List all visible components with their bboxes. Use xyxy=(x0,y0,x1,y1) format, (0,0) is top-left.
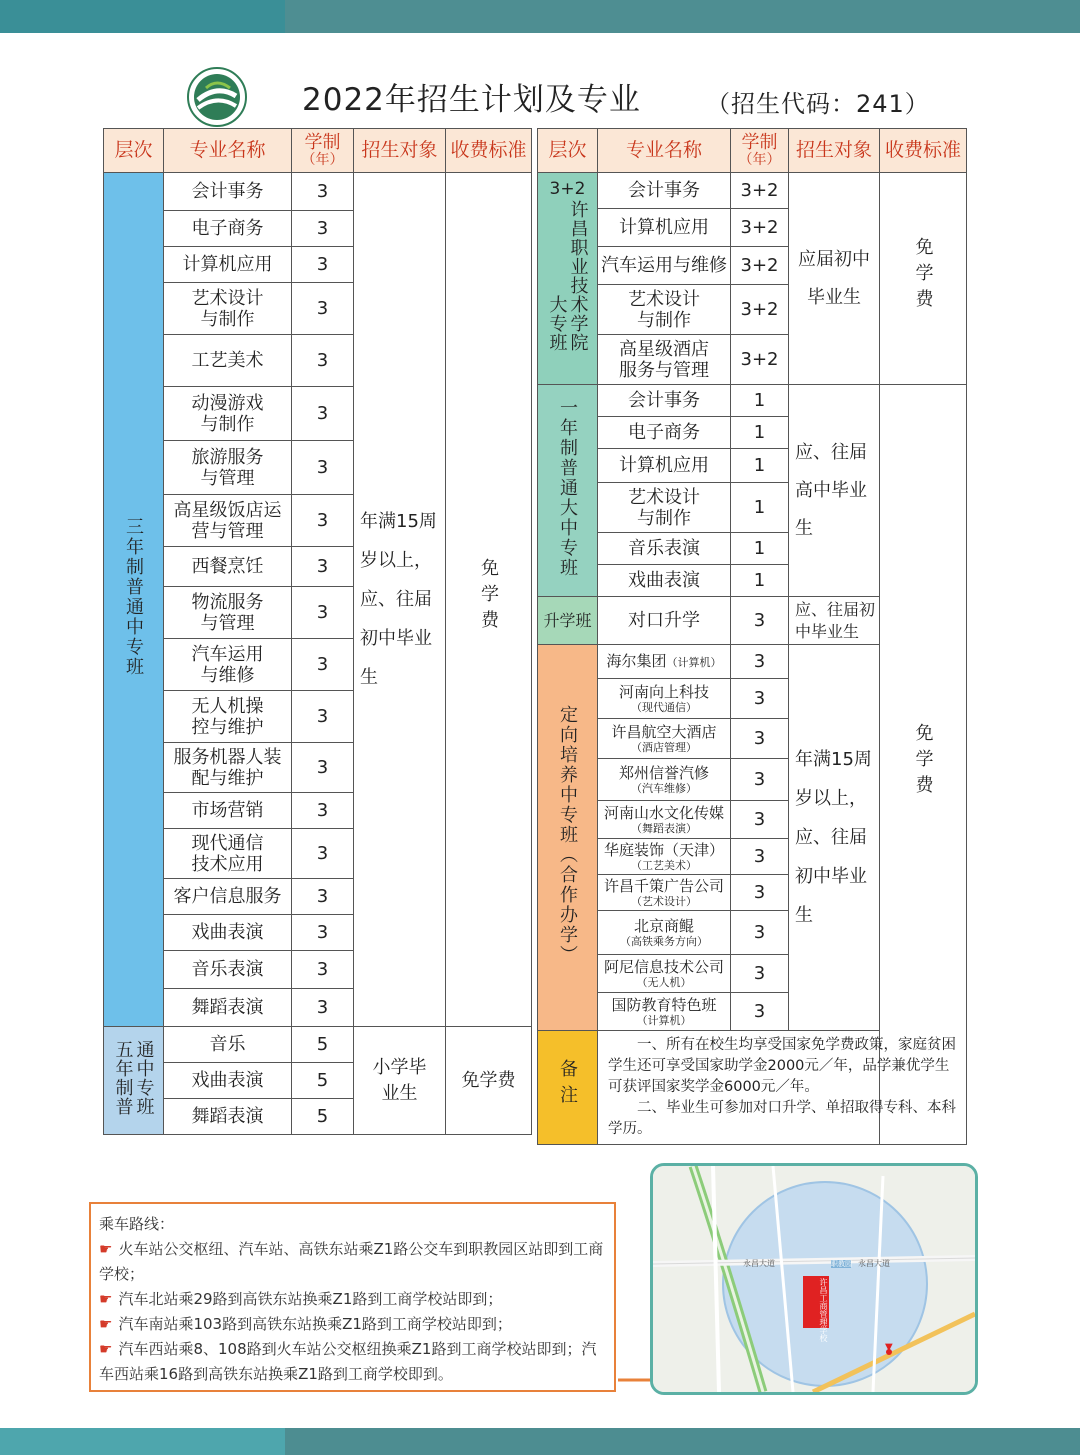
table-cell: 艺术设计与制作 xyxy=(164,283,292,335)
table-cell: 许昌千策广告公司 （艺术设计） xyxy=(598,875,731,911)
table-cell: 会计事务 xyxy=(598,385,731,417)
target-college: 应届初中毕业生 xyxy=(789,173,880,385)
table-cell: 艺术设计与制作 xyxy=(598,285,731,335)
target-five-year: 小学毕业生 xyxy=(354,1027,446,1135)
route-item: ☛ 汽车北站乘29路到高铁东站换乘Z1路到工商学校站即到； xyxy=(99,1290,503,1308)
table-cell: 对口升学 xyxy=(598,597,731,645)
location-pin-icon: ▼ xyxy=(885,1342,893,1353)
table-cell: 高星级饭店运营与管理 xyxy=(164,495,292,547)
table-cell: 汽车运用与维修 xyxy=(598,247,731,285)
table-cell: 3 xyxy=(731,645,789,679)
table-cell: 工艺美术 xyxy=(164,335,292,387)
table-cell: 3 xyxy=(731,955,789,993)
table-cell: 1 xyxy=(731,385,789,417)
table-cell: 3 xyxy=(292,211,354,247)
table-cell: 3+2 xyxy=(731,285,789,335)
table-cell: 现代通信技术应用 xyxy=(164,829,292,879)
target-shengxue: 应、往届初中毕业生 xyxy=(789,597,880,645)
table-cell: 华庭装饰（天津） （工艺美术） xyxy=(598,839,731,875)
table-cell: 3 xyxy=(292,335,354,387)
table-cell: 3 xyxy=(731,759,789,801)
table-row xyxy=(538,1031,967,1145)
table-cell: 汽车运用与维修 xyxy=(164,639,292,691)
bottom-band xyxy=(0,1428,1080,1455)
table-cell: 戏曲表演 xyxy=(164,915,292,951)
table-cell: 3 xyxy=(292,915,354,951)
table-cell: 计算机应用 xyxy=(598,209,731,247)
route-item: ☛ 火车站公交枢纽、汽车站、高铁东站乘Z1路公交车到职教园区站即到工商学校； xyxy=(99,1240,604,1283)
table-cell: 3+2 xyxy=(731,173,789,209)
table-cell: 电子商务 xyxy=(598,417,731,449)
table-cell: 1 xyxy=(731,417,789,449)
table-cell: 3 xyxy=(292,639,354,691)
table-row xyxy=(104,1027,532,1063)
bus-route-box xyxy=(89,1202,616,1392)
table-cell: 市场营销 xyxy=(164,793,292,829)
table-cell: 计算机应用 xyxy=(598,449,731,483)
table-cell: 艺术设计与制作 xyxy=(598,483,731,533)
table-cell: 3 xyxy=(292,793,354,829)
table-cell: 3 xyxy=(292,829,354,879)
table-cell: 会计事务 xyxy=(598,173,731,209)
remarks-text: 一、所有在校生均享受国家免学费政策，家庭贫困学生还可享受国家助学金2000元／年，品学兼优学生可获评国家奖学金6000元／年。 二、毕业生可参加对口升学、单招取得专科、本科学历。 xyxy=(598,1031,967,1145)
table-cell: 3 xyxy=(731,875,789,911)
table-cell: 物流服务与管理 xyxy=(164,587,292,639)
table-cell: 3+2 xyxy=(731,247,789,285)
table-cell: 海尔集团（计算机） xyxy=(598,645,731,679)
table-cell: 3 xyxy=(731,801,789,839)
table-cell: 3 xyxy=(731,719,789,759)
table-cell: 舞蹈表演 xyxy=(164,1099,292,1135)
table-cell: 3 xyxy=(292,691,354,743)
table-cell: 音乐 xyxy=(164,1027,292,1063)
table-cell: 3 xyxy=(292,951,354,989)
pointing-hand-icon: ☛ xyxy=(99,1340,113,1358)
table-cell: 3 xyxy=(292,989,354,1027)
table-cell: 电子商务 xyxy=(164,211,292,247)
level-remarks: 备注 xyxy=(538,1031,598,1145)
table-cell: 无人机操控与维护 xyxy=(164,691,292,743)
route-title: 乘车路线： xyxy=(99,1215,175,1233)
pointing-hand-icon: ☛ xyxy=(99,1315,113,1333)
table-cell: 5 xyxy=(292,1099,354,1135)
table-cell: 旅游服务与管理 xyxy=(164,441,292,495)
fee-five-year: 免学费 xyxy=(446,1027,532,1135)
table-cell: 1 xyxy=(731,533,789,565)
major-cell: 会计事务 xyxy=(164,173,292,211)
fee-three-year: 免学费 xyxy=(446,173,532,1027)
table-cell: 北京商鲲 （高铁乘务方向） xyxy=(598,911,731,955)
table-cell: 西餐烹饪 xyxy=(164,547,292,587)
header-fee: 收费标准 xyxy=(446,129,532,173)
target-three-year: 年满15周岁以上，应、往届初中毕业生 xyxy=(354,173,446,1027)
table-cell: 客户信息服务 xyxy=(164,879,292,915)
table-cell: 3 xyxy=(731,839,789,875)
table-header-row: 层次 专业名称 学制 （年） 招生对象 收费标准 xyxy=(538,129,967,173)
table-cell: 1 xyxy=(731,483,789,533)
table-cell: 5 xyxy=(292,1027,354,1063)
pointing-hand-icon: ☛ xyxy=(99,1240,113,1258)
table-cell: 3+2 xyxy=(731,209,789,247)
pointing-hand-icon: ☛ xyxy=(99,1290,113,1308)
route-item: ☛ 汽车南站乘103路到高铁东站换乘Z1路到工商学校站即到； xyxy=(99,1315,512,1333)
target-one-year: 应、往届高中毕业生 xyxy=(789,385,880,597)
header-target: 招生对象 xyxy=(354,129,446,173)
page-title: 2022年招生计划及专业 xyxy=(302,82,641,118)
map-school-marker: 许昌工商管理学校 xyxy=(819,1278,828,1342)
level-one-year: 一年制普通大中专班 xyxy=(538,385,598,597)
table-cell: 服务机器人装配与维护 xyxy=(164,743,292,793)
fee-college: 免学费 xyxy=(880,173,967,385)
level-shengxue: 升学班 xyxy=(538,597,598,645)
table-cell: 3 xyxy=(292,441,354,495)
level-oriented: 定向培养中专班（合作办学） xyxy=(538,645,598,1031)
table-cell: 3 xyxy=(292,283,354,335)
table-cell: 戏曲表演 xyxy=(598,565,731,597)
map-station-label: 职教园 xyxy=(831,1260,852,1268)
table-cell: 舞蹈表演 xyxy=(164,989,292,1027)
table-cell: 计算机应用 xyxy=(164,247,292,283)
table-header-row xyxy=(104,129,532,173)
level-college: 3+2 大专班许昌职业技术学院 xyxy=(538,173,598,385)
table-cell: 3 xyxy=(292,387,354,441)
table-cell: 3 xyxy=(292,879,354,915)
level-three-year: 三年制普通中专班 xyxy=(104,173,164,1027)
table-cell: 3 xyxy=(292,547,354,587)
target-oriented: 年满15周岁以上，应、往届初中毕业生 xyxy=(789,645,880,1031)
location-map xyxy=(650,1163,978,1395)
left-enrollment-table xyxy=(103,128,532,1135)
years-cell: 3 xyxy=(292,173,354,211)
table-row xyxy=(538,385,967,417)
table-cell: 3 xyxy=(731,679,789,719)
table-cell: 3 xyxy=(731,993,789,1031)
table-cell: 高星级酒店服务与管理 xyxy=(598,335,731,385)
fee-lower: 免学费 xyxy=(880,385,967,1145)
school-logo-icon xyxy=(186,66,248,128)
header-level: 层次 xyxy=(104,129,164,173)
header-years: 学制 （年） xyxy=(292,129,354,173)
table-cell: 阿尼信息技术公司 （无人机） xyxy=(598,955,731,993)
table-cell: 3 xyxy=(292,247,354,283)
table-cell: 3 xyxy=(731,911,789,955)
table-cell: 3 xyxy=(731,597,789,645)
map-road-label: 永昌大道 xyxy=(858,1259,890,1268)
table-cell: 戏曲表演 xyxy=(164,1063,292,1099)
top-band xyxy=(0,0,1080,33)
level-five-year: 五年制普通中专班 xyxy=(104,1027,164,1135)
table-row xyxy=(538,173,967,209)
table-cell: 1 xyxy=(731,449,789,483)
table-cell: 3+2 xyxy=(731,335,789,385)
table-cell: 许昌航空大酒店 （酒店管理） xyxy=(598,719,731,759)
table-cell: 动漫游戏与制作 xyxy=(164,387,292,441)
table-cell: 3 xyxy=(292,495,354,547)
table-cell: 1 xyxy=(731,565,789,597)
table-cell: 河南向上科技 （现代通信） xyxy=(598,679,731,719)
table-cell: 国防教育特色班 （计算机） xyxy=(598,993,731,1031)
table-row xyxy=(104,173,532,211)
table-cell: 音乐表演 xyxy=(598,533,731,565)
table-cell: 3 xyxy=(292,743,354,793)
map-road-label: 永昌大道 xyxy=(743,1259,775,1268)
table-cell: 音乐表演 xyxy=(164,951,292,989)
table-cell: 郑州信誉汽修 （汽车维修） xyxy=(598,759,731,801)
route-item: ☛ 汽车西站乘8、108路到火车站公交枢纽换乘Z1路到工商学校站即到；汽车西站乘16路到高铁东站换乘Z1路到工商学校即到。 xyxy=(99,1340,597,1383)
table-cell: 河南山水文化传媒 （舞蹈表演） xyxy=(598,801,731,839)
enrollment-code: （招生代码：241） xyxy=(706,90,930,118)
right-enrollment-table xyxy=(537,128,967,1145)
table-cell: 3 xyxy=(292,587,354,639)
header-major: 专业名称 xyxy=(164,129,292,173)
table-cell: 5 xyxy=(292,1063,354,1099)
